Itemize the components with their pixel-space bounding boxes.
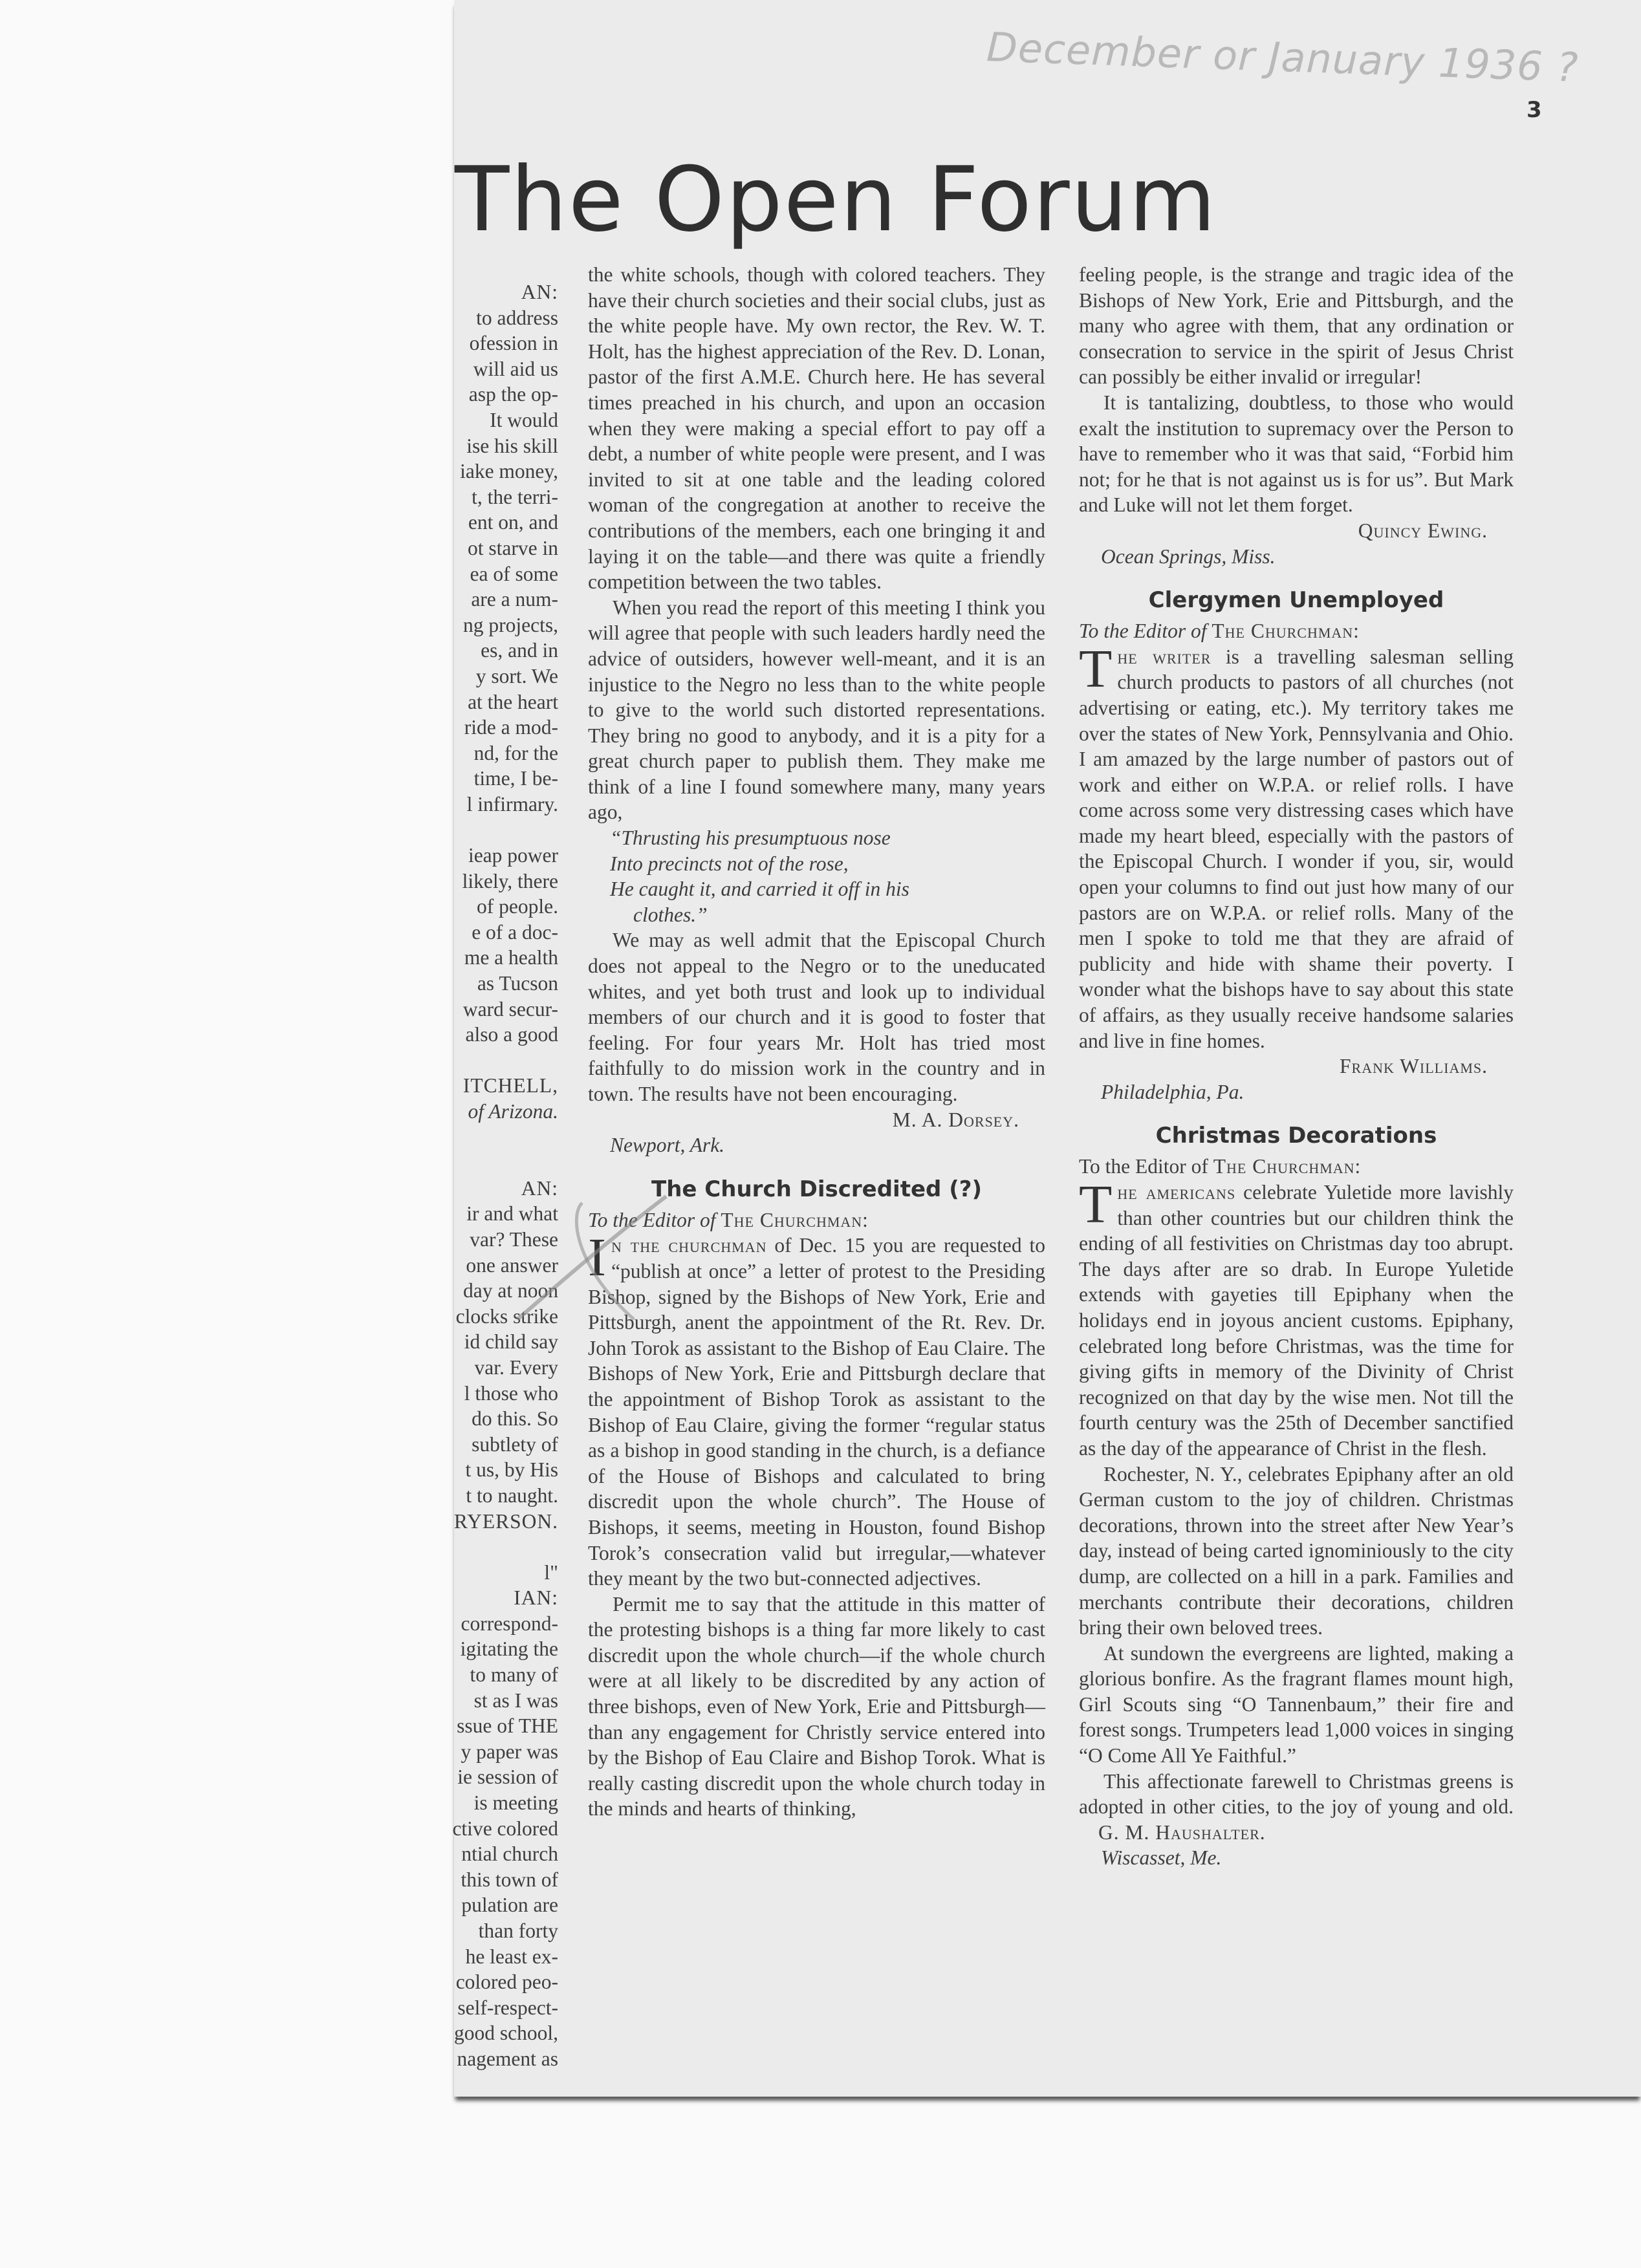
letter-signature: ITCHELL, [462,1074,558,1097]
salutation-fragment: IAN: [514,1586,558,1610]
poem-line: He caught it, and carried it off in his [610,878,909,901]
text-line: ride a mod- [464,716,558,739]
text-line: at the heart [468,690,558,713]
lead-in-caps: n the churchman [611,1234,767,1257]
article-heading: Christmas Decorations [1155,1123,1437,1149]
text-line: pulation are [461,1894,558,1917]
text-line: day at noon [463,1279,558,1302]
text-line: good school, [454,2022,558,2045]
text-line: colored peo- [455,1971,558,1994]
text-line: ng projects, [463,613,558,636]
spacer [446,1150,558,1176]
salutation-fragment: AN: [521,281,558,303]
letter-place: Wiscasset, Me. [1101,1846,1222,1870]
text-line: clocks strike [455,1304,558,1328]
text-line: var? These [470,1227,558,1251]
text-line: ntial church [461,1842,558,1866]
drop-cap: T [1079,1174,1113,1235]
text-line: nagement as [457,2047,558,2070]
text-line: are a num- [471,588,558,611]
text-line: time, I be- [473,767,558,790]
spacer [446,1048,558,1074]
text-line: It would [490,408,558,431]
text-line: ssue of THE [457,1714,558,1738]
section-masthead: The Open Forum [455,147,1217,252]
text-line: to address [476,306,558,329]
text-line: as Tucson [477,972,558,995]
article-heading: Clergymen Unemployed [1148,587,1444,614]
poem-line: “Thrusting his presumptuous nose [610,826,891,850]
spacer [446,1125,558,1150]
salutation: To the Editor of The Churchman: [588,1208,869,1231]
text-line: iake money, [460,460,558,483]
text-line: ise his skill [466,434,558,457]
letter-paragraph: It is tantalizing, doubtless, to those who would exalt the institution to supremacy over the Person to have to remember who it was that said, “Forbid him not; for he that is not against us is for us”. But Mark and Luke will not let them forget. [1079,391,1514,517]
heading-fragment: l" [544,1561,558,1584]
handwritten-date-note: December or January 1936 ? [986,23,1580,91]
letter-place: Ocean Springs, Miss. [1101,545,1276,568]
text-line: igitating the [460,1637,558,1661]
text-line: ent on, and [468,511,558,534]
lead-in-caps: he americans [1117,1181,1236,1204]
text-line: ie session of [457,1766,558,1789]
letter-signature: Quincy Ewing. [1358,519,1488,542]
text-line: will aid us [473,357,558,380]
text-line: ofession in [469,332,558,355]
text-line: es, and in [481,639,558,662]
text-line: id child say [464,1330,558,1354]
text-line: ward secur- [462,997,558,1021]
text-line: is meeting [473,1791,558,1815]
salutation: To the Editor of The Churchman: [1079,620,1360,643]
text-line: this town of [461,1868,558,1891]
letter-paragraph: This affectionate farewell to Christmas greens is adopted in other cities, to the joy of young and old. G. M. Haushalter. [1079,1769,1514,1844]
text-line: st as I was [473,1689,558,1712]
letter-paragraph: feeling people, is the strange and tragic idea of the Bishops of New York, Erie and Pittsburgh, and the many who agree with them, that any ordination or consecration to service in the spirit of Jesus Christ can possibly be either invalid or irregular! [1079,263,1514,389]
letter-signature: RYERSON. [453,1509,558,1533]
letter-paragraph: Rochester, N. Y., celebrates Epiphany after an old German custom to the joy of children. Christmas decorations, thrown into the street after New Year’s day, instead of being carted ignominiously to the city dump, are collected on a hill in a park. Families and merchants contribute their decorations, children bring their own beloved trees. [1079,1462,1514,1639]
text-line: l those who [464,1381,558,1405]
text-line: ir and what [466,1202,558,1226]
text-line: than forty [478,1919,558,1942]
salutation: To the Editor of The Churchman: [1079,1155,1362,1178]
letter-signature: Frank Williams. [1340,1055,1488,1078]
letter-paragraph: The writer is a travelling salesman selling church products to pastors of all churches (not advertising or eating, etc.). My territory takes me over the states of New York, Pennsylvania and Ohio. I am amazed by the large number of pastors out of work and either on W.P.A. or relief rolls. I have come across some very distressing cases which have made my heart bleed, especially with the pastors of the Episcopal Church. I wonder if you, sir, would open your columns to find out just how many of our pastors are on W.P.A. or relief rolls. Many of the men I spoke to told me that they are afraid of publicity and hide with shame their poverty. I wonder what the bishops have to say about this state of affairs, as they usually receive handsome salaries and live in fine homes. [1079,638,1514,1052]
text-line: me a health [464,946,558,969]
quoted-poem [588,825,1045,927]
letter-paragraph: The americans celebrate Yuletide more lavishly than other countries but our children think the ending of all festivities on Christmas day too abrupt. The days after are so drab. In Europe Yuletide extends with gayeties till Epiphany when the holidays end in joyous ancient customs. Epiphany, celebrated long before Christmas, was the time for giving gifts in memory of the Divinity of Christ recognized on that day by the wise men. Not till the fourth century was the 25th of December sanctified as the day of the appearance of Christ in the flesh. [1079,1174,1514,1460]
letter-signature: G. M. Haushalter. [1098,1820,1266,1844]
drop-cap: T [1079,638,1113,699]
letter-paragraph: We may as well admit that the Episcopal Church does not appeal to the Negro or to the uneducated whites, and yet both trust and look up to individual members of our church and it is good to foster that feeling. For four years Mr. Holt has tried most faithfully to do mission work in the country and in town. The results have not been encouraging. [588,929,1045,1105]
letter-place: Philadelphia, Pa. [1101,1080,1244,1103]
text-line: l infirmary. [466,792,558,815]
text-line: ot starve in [468,536,558,559]
salutation-fragment: AN: [521,1176,558,1200]
text-line: likely, there [462,869,558,892]
lead-in-caps: he writer [1117,645,1212,668]
letter-paragraph: At sundown the evergreens are lighted, making a glorious bonfire. As the fragrant flames mount high, Girl Scouts sing “O Tannenbaum,” their fire and forest songs. Trumpeters lead 1,000 voices in singing “O Come All Ye Faithful.” [1079,1641,1514,1767]
text-line: t us, by His [465,1458,558,1482]
letter-paragraph: Permit me to say that the attitude in this matter of the protesting bishops is a thing far more likely to cast discredit upon the whole church—if the whole church were at all likely to be discredited by any action of three bishops, even of New York, Erie and Pittsburgh—than any engagement for Christly service entered into by the Bishop of Eau Claire and Bishop Torok. What is really casting discredit upon the whole church today in the minds and hearts of thinking, [588,1592,1045,1820]
letter-signature: M. A. Dorsey. [892,1108,1019,1131]
spacer [446,1534,558,1560]
text-line: y sort. We [475,664,558,687]
text-line: do this. So [472,1407,558,1431]
letter-place: of Arizona. [468,1100,558,1123]
text-line: var. Every [474,1355,558,1379]
text-line: subtlety of [472,1432,558,1456]
text-line: e of a doc- [472,920,558,944]
drop-cap: I [588,1227,606,1288]
poem-line: clothes.” [633,903,708,926]
page-number: 3 [1527,97,1542,123]
text-line: ieap power [468,844,558,867]
middle-column [588,262,1045,1822]
text-line: ea of some [470,562,558,585]
letter-paragraph: In the churchman of Dec. 15 you are requested to “publish at once” a letter of protest to the Presiding Bishop, signed by the Bishops of New York, Erie and Pittsburgh, anent the appointment of the Rt. Rev. Dr. John Torok as assistant to the Bishop of Eau Claire. The Bishops of New York, Erie and Pittsburgh declare that the appointment of Bishop Torok as assistant to the Bishop of Eau Claire, giving the former “regular status as a bishop in good standing in the church, is a defiance of the House of Bishops and calculated to bring discredit upon the whole church”. The House of Bishops, it seems, meeting in Houston, found Bishop Torok’s consecration valid but irregular,—whatever they meant by the two but-connected adjectives. [588,1227,1045,1590]
letter-paragraph: the white schools, though with colored teachers. They have their church societies and their social clubs, just as the white people have. My own rector, the Rev. W. T. Holt, has the highest appreciation of the Rev. D. Lonan, pastor of the first A.M.E. Church here. He has several times preached in his church, and upon an occasion when they were making a special effort to pay off a debt, a number of white people were present, and I was invited to sit at one table and the leading colored woman of the congregation at another to receive the contributions of the members, each one bringing it and laying it on the table—and there was quite a friendly competition between the two tables. [588,263,1045,594]
text-line: correspond- [461,1612,558,1635]
letter-place: Newport, Ark. [610,1134,725,1157]
poem-line: Into precincts not of the rose, [610,852,849,875]
text-line: he least ex- [465,1945,558,1968]
text-line: also a good [465,1023,558,1046]
letter-paragraph: When you read the report of this meeting I think you will agree that people with such leaders hardly need the advice of outsiders, however well-meant, and it is an injustice to the Negro no less than to the white people to give to the world such distorted representations. They bring no good to anybody, and it is a pity for a great church paper to publish them. They make me think of a line I found somewhere many, many years ago, [588,596,1045,824]
text-line: to many of [470,1663,558,1687]
right-column [1079,262,1514,1871]
text-line: self-respect- [457,1996,558,2019]
text-line: ctive colored [452,1817,558,1840]
text-line: t, the terri- [472,485,558,508]
text-line: asp the op- [468,383,558,406]
text-line: nd, for the [473,741,558,764]
left-column-cropped [446,279,558,2072]
text-line: y paper was [461,1740,558,1763]
text-line: one answer [466,1253,558,1277]
text-line: t to naught. [466,1484,558,1507]
article-heading: The Church Discredited (?) [651,1176,982,1202]
spacer [446,817,558,843]
text-line: of people. [477,895,558,918]
